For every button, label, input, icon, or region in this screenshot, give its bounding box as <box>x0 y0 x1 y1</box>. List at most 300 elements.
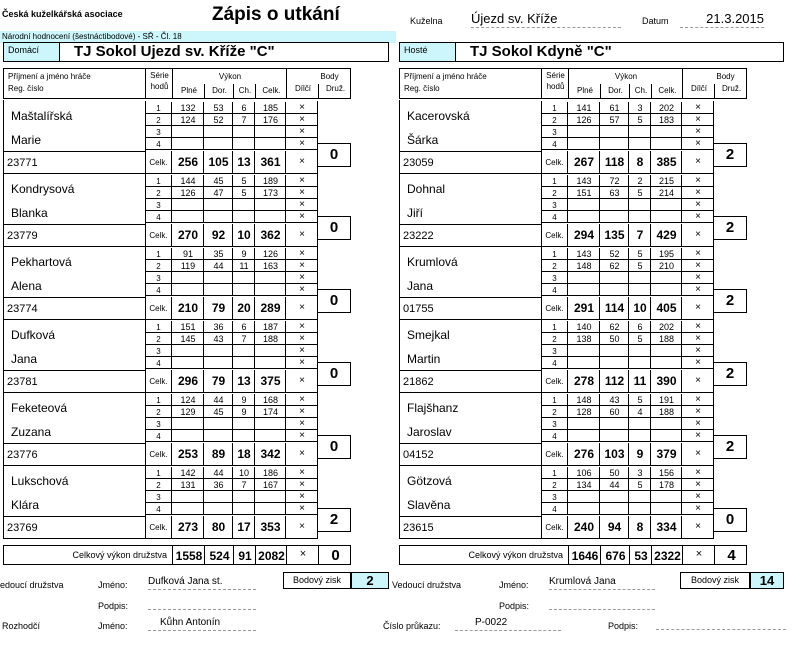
player-points-box: 2 <box>713 435 747 459</box>
cell-divider <box>599 138 600 150</box>
series-number: 3 <box>552 274 557 283</box>
cell-divider <box>232 126 233 138</box>
series-value: 188 <box>658 407 675 417</box>
total-value: 375 <box>260 374 281 388</box>
series-value: 168 <box>262 395 279 405</box>
player-surname: Flajšhanz <box>407 401 459 415</box>
date-label: Datum <box>642 16 669 26</box>
cell-divider <box>171 224 172 247</box>
series-number: 3 <box>156 274 161 283</box>
team-pts-col-header: Druž. <box>325 84 346 93</box>
total-value: 8 <box>636 520 644 534</box>
reg-line <box>399 224 541 225</box>
series-number: 3 <box>552 201 557 210</box>
series-value: 202 <box>658 322 675 332</box>
series-value: 44 <box>609 480 620 490</box>
series-value: 3 <box>637 468 643 478</box>
series-value: 124 <box>180 395 196 405</box>
series-value: 61 <box>609 103 620 113</box>
total-value: 342 <box>260 447 281 461</box>
cell-divider <box>254 491 255 503</box>
series-value: 44 <box>213 395 224 405</box>
cell-divider <box>171 516 172 539</box>
player-firstname: Jana <box>11 352 38 366</box>
series-number: 1 <box>552 177 557 186</box>
cell-divider <box>599 516 600 539</box>
series-value: 202 <box>658 103 675 113</box>
cell-divider <box>599 272 600 284</box>
total-value: 135 <box>604 228 625 242</box>
cell-divider <box>232 516 233 539</box>
cell-divider <box>567 443 568 466</box>
cell-divider <box>567 516 568 539</box>
away-player-block <box>399 466 747 539</box>
block-left-border <box>3 100 4 174</box>
reg-line <box>399 151 541 152</box>
team-total-label: Celkový výkon družstva <box>72 550 167 560</box>
total-row-label: Celk. <box>545 523 564 532</box>
cell-divider <box>599 297 600 320</box>
series-value: 151 <box>576 188 592 198</box>
cell-divider <box>203 272 204 284</box>
cell-divider <box>650 224 651 247</box>
total-value: 296 <box>177 374 199 388</box>
series-number: 4 <box>552 359 557 368</box>
cell-divider <box>254 138 255 150</box>
x-mark: × <box>299 272 305 283</box>
home-player-block <box>3 174 351 247</box>
player-firstname: Jaroslav <box>407 425 452 439</box>
x-mark: × <box>695 138 701 149</box>
x-mark: × <box>695 375 701 386</box>
total-row-label: Celk. <box>545 231 564 240</box>
series-value: 188 <box>262 334 279 344</box>
series-col-header2: hodů <box>150 82 169 91</box>
cell-divider <box>628 516 629 539</box>
series-value: 5 <box>241 188 247 198</box>
x-mark: × <box>299 156 305 167</box>
series-value: 5 <box>241 176 247 186</box>
cell-divider <box>232 357 233 369</box>
away-team-bar <box>399 42 784 62</box>
cell-divider <box>599 151 600 174</box>
total-value: 10 <box>633 301 647 315</box>
cell-divider <box>171 199 172 211</box>
series-value: 57 <box>609 115 620 125</box>
series-number: 4 <box>552 140 557 149</box>
series-value: 191 <box>658 395 675 405</box>
x-mark: × <box>695 260 701 271</box>
cell-divider <box>599 503 600 515</box>
clear-col-header: Dor. <box>608 86 623 95</box>
x-mark: × <box>299 284 305 295</box>
series-value: 4 <box>637 407 643 417</box>
series-number: 2 <box>156 116 161 125</box>
x-mark: × <box>695 229 701 240</box>
series-value: 174 <box>262 407 279 417</box>
x-mark: × <box>695 102 701 113</box>
series-value: 53 <box>213 103 224 113</box>
cell-divider <box>171 138 172 150</box>
player-reg-number: 23615 <box>403 522 434 534</box>
series-value: 140 <box>576 322 592 332</box>
series-value: 138 <box>576 334 592 344</box>
player-points-box: 2 <box>713 216 747 240</box>
block-left-border <box>399 246 400 320</box>
series-value: 124 <box>180 115 196 125</box>
home-player-block <box>3 101 351 174</box>
away-team-total-row <box>399 545 747 565</box>
player-firstname: Jiří <box>407 206 423 220</box>
cell-divider <box>628 370 629 393</box>
x-mark: × <box>695 406 701 417</box>
cell-divider <box>628 224 629 247</box>
series-value: 7 <box>241 334 247 344</box>
performance-header: Výkon <box>614 72 638 81</box>
series-value: 62 <box>609 322 620 332</box>
cell-divider <box>650 443 651 466</box>
performance-header: Výkon <box>218 72 242 81</box>
reg-line <box>3 370 145 371</box>
series-value: 189 <box>262 176 279 186</box>
referee-label: Rozhodčí <box>2 621 41 631</box>
block-left-border <box>399 100 400 174</box>
cell-divider <box>203 284 204 296</box>
series-value: 9 <box>241 395 247 405</box>
total-value: 114 <box>604 301 625 315</box>
total-row-label: Celk. <box>149 377 168 386</box>
total-value: 379 <box>656 447 677 461</box>
series-value: 178 <box>658 480 675 490</box>
cell-divider <box>203 430 204 442</box>
series-value: 5 <box>637 261 643 271</box>
reg-col-header: Reg. číslo <box>404 84 440 93</box>
total-value: 240 <box>573 520 595 534</box>
cell-divider <box>650 503 651 515</box>
cell-divider <box>171 370 172 393</box>
cell-divider <box>599 224 600 247</box>
series-number: 4 <box>552 505 557 514</box>
player-reg-number: 23779 <box>7 230 38 242</box>
series-number: 3 <box>552 128 557 137</box>
cell-divider <box>628 430 629 442</box>
series-number: 3 <box>156 493 161 502</box>
reg-line <box>3 443 145 444</box>
x-mark: × <box>695 175 701 186</box>
reg-line <box>3 297 145 298</box>
total-value: 267 <box>573 155 595 169</box>
player-surname: Lukschová <box>11 474 69 488</box>
reg-line <box>399 516 541 517</box>
away-label: Hosté <box>400 43 456 61</box>
cell-divider <box>599 126 600 138</box>
cell-divider <box>650 211 651 223</box>
x-mark: × <box>299 138 305 149</box>
series-number: 4 <box>156 286 161 295</box>
series-number: 4 <box>552 286 557 295</box>
series-value: 195 <box>658 249 675 259</box>
cell-divider <box>567 151 568 174</box>
series-value: 52 <box>213 115 224 125</box>
cell-divider <box>232 370 233 393</box>
points-header: Body <box>320 72 339 81</box>
cell-divider <box>628 126 629 138</box>
total-col-header: Celk. <box>658 86 677 95</box>
block-line <box>3 538 318 539</box>
cell-divider <box>232 224 233 247</box>
x-mark: × <box>299 418 305 429</box>
cell-divider <box>203 516 204 539</box>
cell-divider <box>203 297 204 320</box>
series-value: 156 <box>658 468 675 478</box>
player-surname: Pekhartová <box>11 255 72 269</box>
cell-divider <box>232 211 233 223</box>
cell-divider <box>232 443 233 466</box>
cell-divider <box>171 430 172 442</box>
series-number: 4 <box>156 213 161 222</box>
clear-col-header: Dor. <box>212 86 227 95</box>
player-points-box: 0 <box>317 435 351 459</box>
x-mark: × <box>695 272 701 283</box>
series-value: 126 <box>262 249 279 259</box>
total-row-label: Celk. <box>149 231 168 240</box>
reg-line <box>3 516 145 517</box>
partial-col-header: Dílčí <box>691 84 707 93</box>
series-number: 2 <box>156 189 161 198</box>
series-value: 50 <box>609 468 620 478</box>
x-mark: × <box>299 467 305 478</box>
away-captain-label: Vedoucí družstva <box>392 580 462 590</box>
cell-divider <box>628 297 629 320</box>
player-firstname: Šárka <box>407 133 439 147</box>
cell-divider <box>650 284 651 296</box>
cell-divider <box>203 126 204 138</box>
cell-divider <box>599 345 600 357</box>
cell-divider <box>628 491 629 503</box>
license-label: Číslo průkazu: <box>383 621 441 631</box>
series-value: 43 <box>609 395 620 405</box>
cell-divider <box>628 199 629 211</box>
player-reg-number: 04152 <box>403 449 434 461</box>
cell-divider <box>628 443 629 466</box>
block-left-border <box>3 246 4 320</box>
series-value: 106 <box>576 468 592 478</box>
cell-divider <box>567 418 568 430</box>
series-number: 4 <box>156 432 161 441</box>
series-number: 2 <box>552 408 557 417</box>
series-number: 2 <box>552 189 557 198</box>
series-value: 210 <box>658 261 675 271</box>
team-total-value: 2082 <box>258 549 285 563</box>
away-signature-label: Podpis: <box>499 601 530 611</box>
cell-divider <box>650 418 651 430</box>
x-mark: × <box>299 503 305 514</box>
cell-divider <box>628 357 629 369</box>
total-value: 429 <box>656 228 677 242</box>
team-total-value: 676 <box>605 549 626 563</box>
player-surname: Feketeová <box>11 401 68 415</box>
player-col-header: Příjmení a jméno hráče <box>8 72 91 81</box>
cell-divider <box>254 199 255 211</box>
series-value: 5 <box>637 115 643 125</box>
cell-divider <box>254 345 255 357</box>
cell-divider <box>650 138 651 150</box>
cell-divider <box>232 151 233 174</box>
cell-divider <box>203 418 204 430</box>
reg-line <box>3 224 145 225</box>
cell-divider <box>628 138 629 150</box>
cell-divider <box>203 224 204 247</box>
series-value: 5 <box>637 395 643 405</box>
x-mark: × <box>299 548 307 560</box>
total-value: 294 <box>573 228 595 242</box>
series-value: 36 <box>213 480 224 490</box>
total-value: 210 <box>177 301 199 315</box>
series-value: 143 <box>576 249 592 259</box>
x-mark: × <box>695 548 703 560</box>
player-firstname: Alena <box>11 279 42 293</box>
series-value: 134 <box>576 480 592 490</box>
total-value: 92 <box>211 228 226 242</box>
series-value: 50 <box>609 334 620 344</box>
total-row-label: Celk. <box>545 158 564 167</box>
cell-divider <box>203 443 204 466</box>
cell-divider <box>254 272 255 284</box>
series-number: 1 <box>156 177 161 186</box>
cell-divider <box>232 284 233 296</box>
series-number: 2 <box>156 262 161 271</box>
series-value: 167 <box>262 480 279 490</box>
cell-divider <box>567 199 568 211</box>
series-value: 60 <box>609 407 620 417</box>
series-value: 6 <box>241 322 247 332</box>
home-captain-name: Dufková Jana st. <box>148 576 256 590</box>
total-row-label: Celk. <box>149 523 168 532</box>
x-mark: × <box>299 375 305 386</box>
total-value: 80 <box>211 520 226 534</box>
x-mark: × <box>695 345 701 356</box>
x-mark: × <box>695 333 701 344</box>
home-name-label: Jméno: <box>98 580 128 590</box>
team-total-points: 0 <box>331 547 340 564</box>
x-mark: × <box>299 521 305 532</box>
player-points-box: 2 <box>713 143 747 167</box>
series-value: 148 <box>576 395 592 405</box>
cell-divider <box>599 430 600 442</box>
x-mark: × <box>299 126 305 137</box>
x-mark: × <box>695 430 701 441</box>
series-number: 1 <box>156 469 161 478</box>
series-value: 132 <box>180 103 196 113</box>
cell-divider <box>203 211 204 223</box>
cell-divider <box>599 370 600 393</box>
x-mark: × <box>299 333 305 344</box>
away-score-value: 14 <box>750 572 784 589</box>
series-value: 5 <box>637 480 643 490</box>
total-row-label: Celk. <box>545 377 564 386</box>
away-player-block <box>399 101 747 174</box>
x-mark: × <box>299 430 305 441</box>
rules-subtitle: Národní hodnocení (šestnáctibodové) - SŘ - Čl. 18 <box>0 31 396 43</box>
reg-line <box>399 443 541 444</box>
x-mark: × <box>299 199 305 210</box>
away-player-block <box>399 174 747 247</box>
cell-divider <box>171 503 172 515</box>
player-points-box: 0 <box>713 508 747 532</box>
away-captain-name: Krumlová Jana <box>549 576 655 590</box>
home-signature-label: Podpis: <box>98 601 129 611</box>
player-points-box: 2 <box>713 289 747 313</box>
block-left-border <box>399 392 400 466</box>
series-number: 4 <box>156 359 161 368</box>
cell-divider <box>232 138 233 150</box>
x-mark: × <box>299 491 305 502</box>
x-mark: × <box>695 126 701 137</box>
cell-divider <box>203 491 204 503</box>
series-value: 35 <box>213 249 224 259</box>
total-value: 253 <box>177 447 199 461</box>
total-value: 10 <box>237 228 251 242</box>
series-number: 1 <box>552 396 557 405</box>
player-reg-number: 23771 <box>7 157 38 169</box>
venue-label: Kuželna <box>410 16 443 26</box>
player-points-box: 2 <box>317 508 351 532</box>
total-value: 17 <box>237 520 251 534</box>
cell-divider <box>203 151 204 174</box>
cell-divider <box>567 224 568 247</box>
total-value: 18 <box>237 447 251 461</box>
player-points-box: 0 <box>317 289 351 313</box>
cell-divider <box>567 138 568 150</box>
license-number: P-0022 <box>455 617 561 631</box>
x-mark: × <box>299 448 305 459</box>
full-col-header: Plné <box>576 86 593 95</box>
total-col-header: Celk. <box>262 86 281 95</box>
cell-divider <box>232 199 233 211</box>
player-surname: Krumlová <box>407 255 458 269</box>
total-value: 276 <box>573 447 595 461</box>
cell-divider <box>650 297 651 320</box>
cell-divider <box>171 443 172 466</box>
home-score-label: Bodový zisk <box>283 572 351 589</box>
x-mark: × <box>695 503 701 514</box>
x-mark: × <box>695 521 701 532</box>
cell-divider <box>567 503 568 515</box>
cell-divider <box>628 272 629 284</box>
x-mark: × <box>299 394 305 405</box>
player-reg-number: 23774 <box>7 303 38 315</box>
cell-divider <box>567 491 568 503</box>
total-row-label: Celk. <box>545 450 564 459</box>
series-value: 163 <box>262 261 279 271</box>
total-value: 8 <box>636 155 644 169</box>
cell-divider <box>203 503 204 515</box>
x-mark: × <box>695 491 701 502</box>
player-surname: Kondrysová <box>11 182 75 196</box>
series-value: 63 <box>609 188 620 198</box>
cell-divider <box>171 418 172 430</box>
player-firstname: Blanka <box>11 206 48 220</box>
series-number: 1 <box>156 104 161 113</box>
total-value: 13 <box>237 155 251 169</box>
series-value: 52 <box>609 249 620 259</box>
cell-divider <box>599 357 600 369</box>
total-value: 291 <box>573 301 595 315</box>
series-value: 44 <box>213 261 224 271</box>
cell-divider <box>254 443 255 466</box>
away-player-block <box>399 247 747 320</box>
home-player-block <box>3 320 351 393</box>
